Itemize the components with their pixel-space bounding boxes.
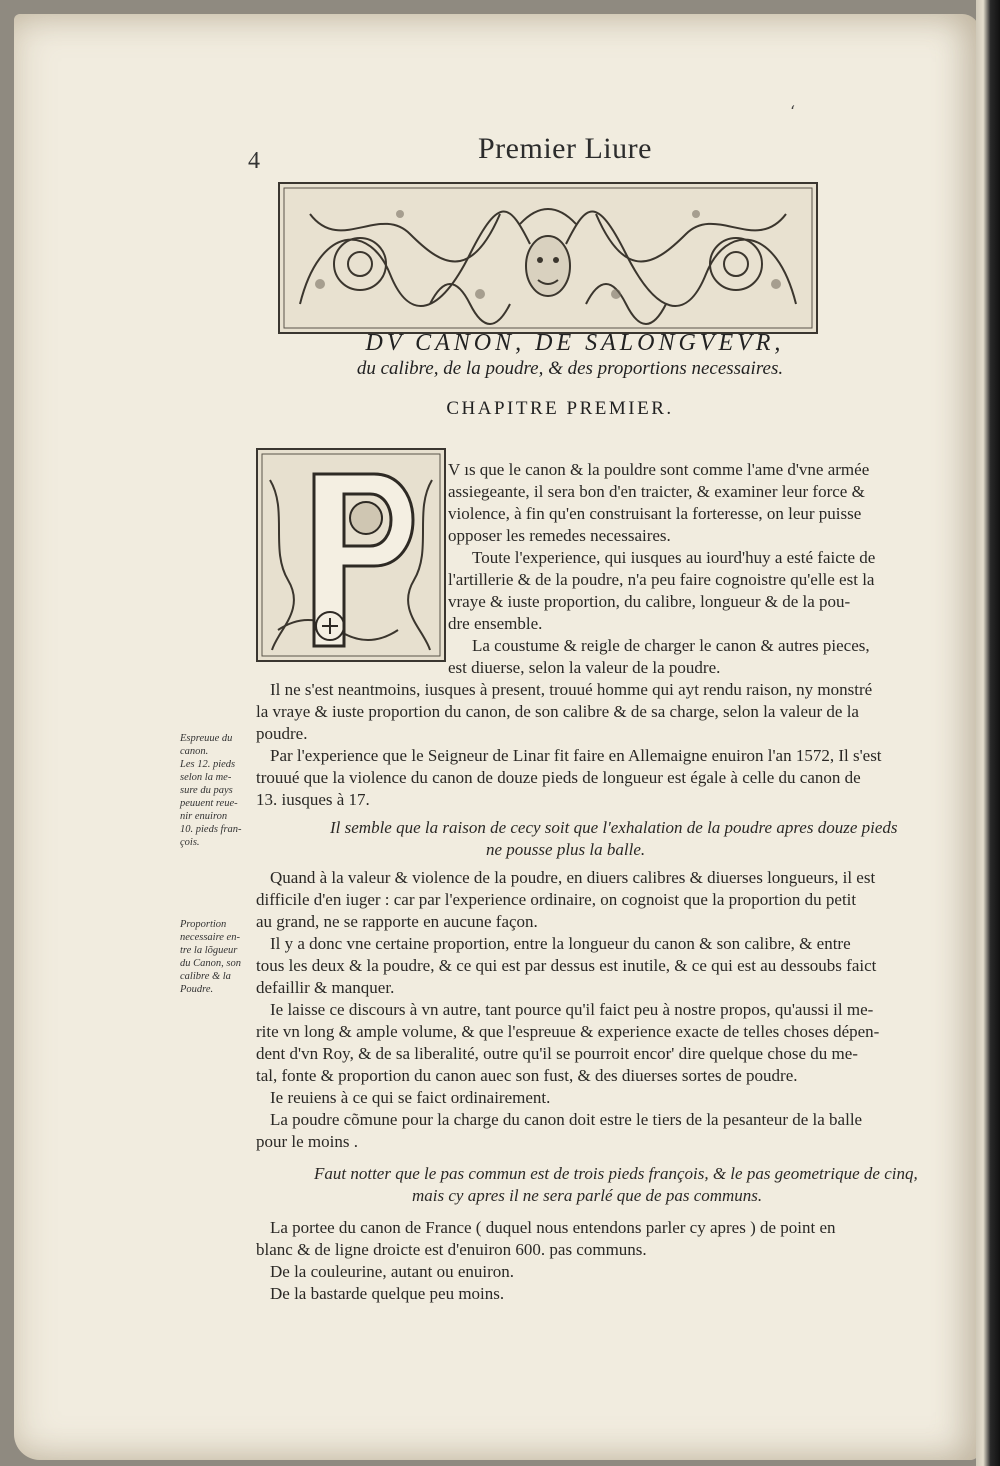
chapter-subtitle: du calibre, de la poudre, & des proportions necessaires. xyxy=(356,358,784,379)
body-line: La portee du canon de France ( duquel nous entendons parler cy apres ) de point en xyxy=(270,1218,836,1237)
margin-note-line: sure du pays xyxy=(180,785,233,796)
margin-note-line: 10. pieds fran- xyxy=(180,824,242,835)
chapter-heading: CHAPITRE PREMIER. xyxy=(446,398,674,419)
margin-note-line: selon la me- xyxy=(180,772,232,783)
running-head: Premier Liure xyxy=(478,132,652,165)
body-line: Il y a donc vne certaine proportion, entre la longueur du canon & son calibre, & entre xyxy=(270,934,851,953)
margin-note-line: necessaire en- xyxy=(180,932,240,943)
margin-note-line: tre la lõgueur xyxy=(180,945,238,956)
body-line: tal, fonte & proportion du canon auec son fust, & des diuerses sortes de poudre. xyxy=(256,1066,798,1085)
body-line: trouué que la violence du canon de douze pieds de longueur est égale à celle du canon de xyxy=(256,768,861,787)
body-line: dent d'vn Roy, & de sa liberalité, outre qu'il se pourroit encor' dire quelque chose du me- xyxy=(256,1044,858,1063)
margin-note-line: du Canon, son xyxy=(180,958,241,969)
body-line: 13. iusques à 17. xyxy=(256,790,370,809)
body-line: Quand à la valeur & violence de la poudre, en diuers calibres & diuerses longueurs, il est xyxy=(270,868,876,887)
body-line: poudre. xyxy=(256,724,308,743)
margin-note-line: peuuent reue- xyxy=(180,798,238,809)
body-line: difficile d'en iuger : car par l'experience ordinaire, on cognoist que la proportion du petit xyxy=(256,890,857,909)
margin-note-line: Les 12. pieds xyxy=(180,759,236,770)
body-line: V ıs que le canon & la pouldre sont comme l'ame d'vne armée xyxy=(448,460,870,479)
body-line: est diuerse, selon la valeur de la poudre. xyxy=(448,658,721,677)
italic-remark-line: Faut notter que le pas commun est de trois pieds françois, & le pas geometrique de cinq, xyxy=(314,1164,918,1183)
body-line: La poudre cõmune pour la charge du canon doit estre le tiers de la pesanteur de la balle xyxy=(270,1110,863,1129)
body-line: Ie laisse ce discours à vn autre, tant pource qu'il faict peu à nostre propos, qu'aussi il me- xyxy=(270,1000,874,1019)
ornamental-headpiece xyxy=(278,182,818,334)
stray-ink-mark: ‘ xyxy=(790,102,796,121)
body-line: Ie reuiens à ce qui se faict ordinairement. xyxy=(270,1088,551,1107)
margin-note-line: canon. xyxy=(180,746,209,757)
body-line: assiegeante, il sera bon d'en traicter, & examiner leur force & xyxy=(448,482,865,501)
initial-ornament-drawing xyxy=(258,450,444,660)
body-line: blanc & de ligne droicte est d'enuiron 600. pas communs. xyxy=(256,1240,647,1259)
italic-remark-line: mais cy apres il ne sera parlé que de pas communs. xyxy=(412,1186,763,1205)
body-line: tous les deux & la poudre, & ce qui est par dessus est inutile, & ce qui est au dessoubs faict xyxy=(256,956,877,975)
margin-note-line: nir enuiron xyxy=(180,811,228,822)
margin-note-line: calibre & la xyxy=(180,971,231,982)
body-line: vraye & iuste proportion, du calibre, longueur & de la pou- xyxy=(448,592,851,611)
body-line: Il ne s'est neantmoins, iusques à present, trouué homme qui ayt rendu raison, ny monstré xyxy=(270,680,873,699)
margin-note-line: Poudre. xyxy=(180,984,214,995)
body-line: violence, à fin qu'en construisant la forteresse, on leur puisse xyxy=(448,504,862,523)
body-line: l'artillerie & de la poudre, n'a peu faire cognoistre qu'elle est la xyxy=(448,570,875,589)
body-line: la vraye & iuste proportion du canon, de son calibre & de sa charge, selon la valeur de la xyxy=(256,702,859,721)
body-line: Toute l'experience, qui iusques au iourd'huy a esté faicte de xyxy=(472,548,876,567)
chapter-title: DV CANON, DE SALONGVEVR, xyxy=(365,330,785,356)
page-number: 4 xyxy=(248,148,260,174)
decorated-initial-p xyxy=(256,448,446,662)
body-line: au grand, ne se rapporte en aucune façon. xyxy=(256,912,538,931)
body-line: opposer les remedes necessaires. xyxy=(448,526,671,545)
body-line: De la couleurine, autant ou enuiron. xyxy=(270,1262,515,1281)
margin-note-line: Proportion xyxy=(180,919,227,930)
margin-note-line: Espreuue du xyxy=(180,733,233,744)
italic-remark-line: ne pousse plus la balle. xyxy=(486,840,646,859)
body-line: defaillir & manquer. xyxy=(256,978,395,997)
body-line: dre ensemble. xyxy=(448,614,543,633)
body-line: La coustume & reigle de charger le canon & autres pieces, xyxy=(472,636,870,655)
italic-remark-line: Il semble que la raison de cecy soit que l'exhalation de la poudre apres douze pieds xyxy=(330,818,898,837)
body-line: rite vn long & ample volume, & que l'espreuue & experience exacte de telles choses dépen- xyxy=(256,1022,880,1041)
margin-note-line: çois. xyxy=(180,837,200,848)
headpiece-ornament-drawing xyxy=(280,184,816,332)
body-line: pour le moins . xyxy=(256,1132,358,1151)
body-line: De la bastarde quelque peu moins. xyxy=(270,1284,505,1303)
body-line: Par l'experience que le Seigneur de Linar fit faire en Allemaigne enuiron l'an 1572, Il s'est xyxy=(270,746,882,765)
binding-edge xyxy=(976,0,1000,1466)
